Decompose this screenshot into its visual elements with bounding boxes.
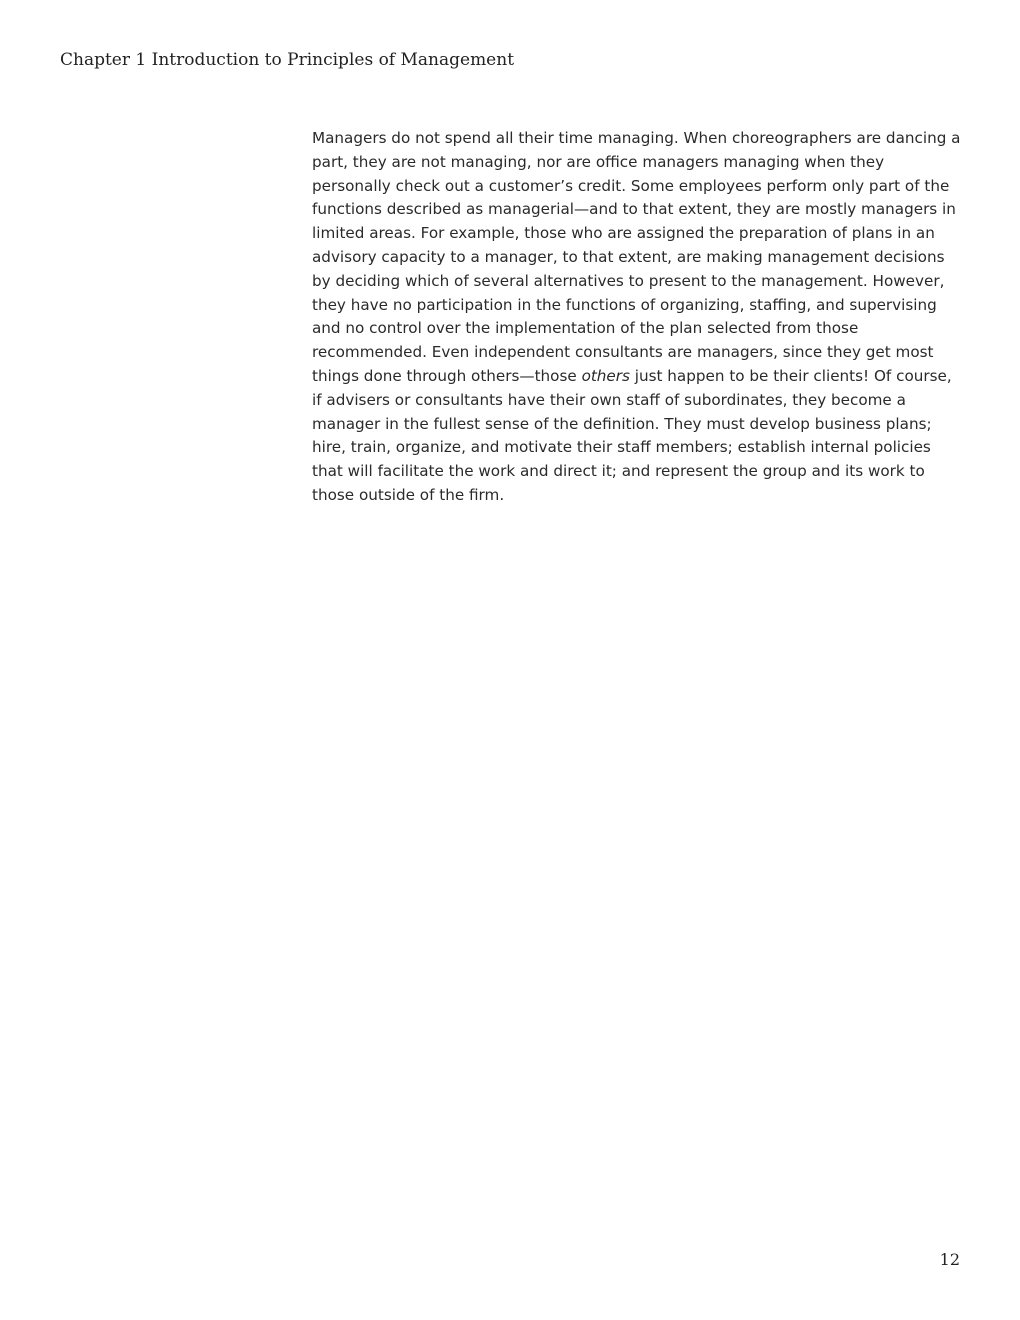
paragraph-text-start: Managers do not spend all their time managing. When choreographers are dancing a part, they are not managing, nor are office managers managing when they personally check out a customer’s credit. Some employees perform only part of the functions described as managerial—and to that extent, they are mostly managers in limited areas. For example, those who are assigned the preparation of plans in an advisory capacity to a manager, to that extent, are making management decisions by deciding which of several alternatives to present to the management. However, they have no participation in the functions of organizing, staffing, and supervising and no control over the implementation of the plan selected from those recommended. Even independent consultants are managers, since they get most things done through others—those — [312, 129, 961, 385]
body-paragraph — [312, 127, 962, 508]
running-header: Chapter 1 Introduction to Principles of Management — [60, 50, 515, 70]
page-number: 12 — [939, 1250, 960, 1269]
paragraph-text-end: just happen to be their clients! Of course, if advisers or consultants have their own staff of subordinates, they become a manager in the fullest sense of the definition. They must develop business plans; hire, train, organize, and motivate their staff members; establish internal policies that will facilitate the work and direct it; and represent the group and its work to those outside of the firm. — [312, 366, 952, 504]
paragraph-emphasis: others — [581, 366, 630, 385]
